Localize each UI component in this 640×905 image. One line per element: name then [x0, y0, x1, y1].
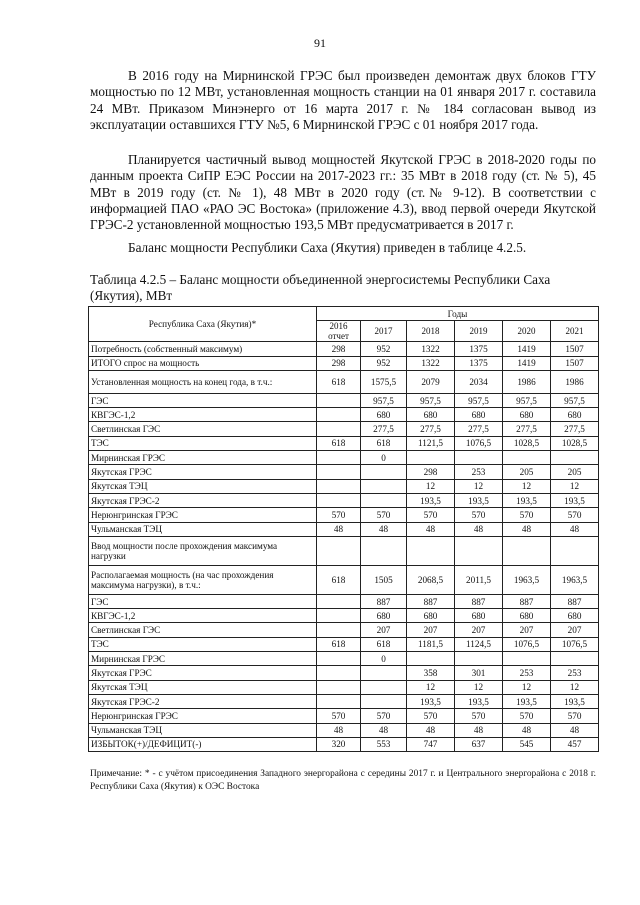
table-cell: 2034: [455, 370, 503, 393]
table-cell: 1375: [455, 356, 503, 370]
table-cell: [317, 652, 361, 666]
table-cell: 1028,5: [503, 436, 551, 450]
table-cell: 957,5: [503, 393, 551, 407]
table-cell: 12: [551, 479, 599, 493]
table-cell: 193,5: [407, 694, 455, 708]
table-cell: 298: [317, 342, 361, 356]
table-row: [89, 594, 599, 608]
row-label: Чульманская ТЭЦ: [89, 723, 317, 737]
table-cell: 277,5: [503, 422, 551, 436]
table-cell: 887: [455, 594, 503, 608]
table-cell: 747: [407, 737, 455, 751]
table-cell: 298: [317, 356, 361, 370]
table-cell: [407, 536, 455, 565]
year-column-header: 2016 отчет: [317, 321, 361, 342]
table-row: [89, 493, 599, 507]
table-cell: [317, 623, 361, 637]
table-cell: 1322: [407, 356, 455, 370]
table-cell: 48: [407, 723, 455, 737]
table-cell: 957,5: [455, 393, 503, 407]
table-cell: 207: [503, 623, 551, 637]
table-cell: 1076,5: [455, 436, 503, 450]
paragraph-3: Баланс мощности Республики Саха (Якутия) приведен в таблице 4.2.5.: [128, 240, 527, 255]
table-cell: 952: [361, 342, 407, 356]
table-row: [89, 680, 599, 694]
table-cell: 12: [407, 680, 455, 694]
row-label: КВГЭС-1,2: [89, 609, 317, 623]
table-cell: 12: [407, 479, 455, 493]
table-row: [89, 737, 599, 751]
table-row: [89, 408, 599, 422]
row-label: ГЭС: [89, 393, 317, 407]
table-cell: 193,5: [503, 493, 551, 507]
table-cell: 457: [551, 737, 599, 751]
table-cell: [503, 536, 551, 565]
row-label: Светлинская ГЭС: [89, 422, 317, 436]
table-row: [89, 393, 599, 407]
table-cell: 570: [455, 709, 503, 723]
table-cell: 952: [361, 356, 407, 370]
table-cell: 205: [503, 465, 551, 479]
table-cell: 298: [407, 465, 455, 479]
table-cell: [317, 680, 361, 694]
table-cell: 48: [361, 723, 407, 737]
year-column-header: 2019: [455, 321, 503, 342]
table-cell: 1963,5: [551, 565, 599, 594]
table-cell: 680: [551, 609, 599, 623]
table-row: [89, 723, 599, 737]
table-cell: 207: [551, 623, 599, 637]
table-cell: 12: [455, 680, 503, 694]
year-column-header: 2021: [551, 321, 599, 342]
row-label: Якутская ГРЭС-2: [89, 694, 317, 708]
table-row: [89, 465, 599, 479]
table-cell: [361, 680, 407, 694]
table-cell: 1028,5: [551, 436, 599, 450]
table-cell: 680: [503, 408, 551, 422]
table-cell: 680: [503, 609, 551, 623]
table-cell: 358: [407, 666, 455, 680]
table-cell: 12: [551, 680, 599, 694]
table-cell: 1507: [551, 342, 599, 356]
table-cell: 570: [407, 709, 455, 723]
table-cell: [455, 451, 503, 465]
table-cell: 320: [317, 737, 361, 751]
table-cell: 570: [455, 508, 503, 522]
table-cell: 193,5: [455, 694, 503, 708]
table-cell: 680: [551, 408, 599, 422]
table-cell: [317, 408, 361, 422]
table-cell: 570: [503, 508, 551, 522]
table-row: [89, 609, 599, 623]
table-cell: 277,5: [455, 422, 503, 436]
table-cell: [361, 493, 407, 507]
table-cell: 1375: [455, 342, 503, 356]
row-label: Нерюнгринская ГРЭС: [89, 709, 317, 723]
table-cell: 1505: [361, 565, 407, 594]
table-cell: 957,5: [361, 393, 407, 407]
table-cell: 253: [455, 465, 503, 479]
table-cell: [551, 652, 599, 666]
table-row: [89, 356, 599, 370]
row-label: Располагаемая мощность (на час прохождения максимума нагрузки), в т.ч.:: [89, 565, 317, 594]
table-cell: 618: [317, 565, 361, 594]
table-cell: 277,5: [551, 422, 599, 436]
table-cell: [407, 451, 455, 465]
table-row: [89, 522, 599, 536]
table-row: [89, 436, 599, 450]
table-cell: 207: [361, 623, 407, 637]
table-cell: 1181,5: [407, 637, 455, 651]
table-cell: 957,5: [407, 393, 455, 407]
year-column-header: 2017: [361, 321, 407, 342]
table-cell: 12: [455, 479, 503, 493]
table-cell: 193,5: [551, 493, 599, 507]
table-cell: [361, 536, 407, 565]
table-cell: 618: [361, 436, 407, 450]
balance-table: [88, 306, 599, 752]
table-row: [89, 709, 599, 723]
table-row: [89, 508, 599, 522]
year-column-header: 2020: [503, 321, 551, 342]
table-cell: [455, 652, 503, 666]
row-label: ГЭС: [89, 594, 317, 608]
table-cell: 193,5: [407, 493, 455, 507]
table-row: [89, 694, 599, 708]
row-label: Якутская ГРЭС-2: [89, 493, 317, 507]
table-cell: 618: [317, 436, 361, 450]
row-label: Якутская ТЭЦ: [89, 479, 317, 493]
years-header: Годы: [317, 307, 599, 321]
table-cell: [317, 479, 361, 493]
table-cell: [503, 652, 551, 666]
table-cell: 1986: [503, 370, 551, 393]
table-cell: 1076,5: [503, 637, 551, 651]
table-row: [89, 536, 599, 565]
table-cell: 277,5: [407, 422, 455, 436]
table-cell: [317, 493, 361, 507]
table-cell: 12: [503, 479, 551, 493]
table-row: [89, 479, 599, 493]
table-cell: [317, 465, 361, 479]
paragraph-1: В 2016 году на Мирнинской ГРЭС был произведен демонтаж двух блоков ГТУ мощностью по 12 МВт, установленная мощность станции на 01 января 2017 г. составила 24 МВт. Приказом Минэнерго от 16 марта 2017 г. № 184 согласован вывод из эксплуатации оставшихся ГТУ №5, 6 Мирнинской ГРЭС с 01 ноября 2017 года.: [90, 68, 596, 132]
row-label: Установленная мощность на конец года, в т.ч.:: [89, 370, 317, 393]
table-row: [89, 652, 599, 666]
table-cell: 2079: [407, 370, 455, 393]
table-cell: 193,5: [455, 493, 503, 507]
page-number: 91: [314, 36, 326, 50]
table-cell: 48: [407, 522, 455, 536]
table-cell: 48: [455, 723, 503, 737]
table-cell: 545: [503, 737, 551, 751]
row-label: Якутская ГРЭС: [89, 465, 317, 479]
table-cell: [317, 393, 361, 407]
table-cell: 680: [455, 609, 503, 623]
table-cell: 2068,5: [407, 565, 455, 594]
table-cell: [317, 609, 361, 623]
row-label: Якутская ТЭЦ: [89, 680, 317, 694]
row-label: Потребность (собственный максимум): [89, 342, 317, 356]
table-cell: 680: [407, 408, 455, 422]
table-cell: 1076,5: [551, 637, 599, 651]
table-cell: 1124,5: [455, 637, 503, 651]
table-cell: 570: [407, 508, 455, 522]
row-label: Мирнинская ГРЭС: [89, 652, 317, 666]
table-cell: 553: [361, 737, 407, 751]
row-label: ИТОГО спрос на мощность: [89, 356, 317, 370]
table-cell: [455, 536, 503, 565]
table-note: Примечание: * - с учётом присоединения Западного энергорайона с середины 2017 г. и Центрального энергорайона с 2018 г. Республики Саха (Якутия) к ОЭС Востока: [90, 769, 596, 792]
table-cell: [361, 666, 407, 680]
table-cell: [361, 694, 407, 708]
table-cell: 48: [551, 522, 599, 536]
table-cell: 618: [317, 370, 361, 393]
table-cell: 207: [407, 623, 455, 637]
table-cell: 1963,5: [503, 565, 551, 594]
table-cell: 277,5: [361, 422, 407, 436]
table-cell: [317, 451, 361, 465]
table-cell: 0: [361, 451, 407, 465]
row-label: Якутская ГРЭС: [89, 666, 317, 680]
table-cell: [551, 451, 599, 465]
table-cell: 618: [361, 637, 407, 651]
table-cell: 2011,5: [455, 565, 503, 594]
table-cell: 1575,5: [361, 370, 407, 393]
table-cell: 0: [361, 652, 407, 666]
table-cell: 301: [455, 666, 503, 680]
row-label: КВГЭС-1,2: [89, 408, 317, 422]
table-cell: 570: [317, 508, 361, 522]
table-cell: 1419: [503, 342, 551, 356]
table-cell: 1507: [551, 356, 599, 370]
table-row: [89, 451, 599, 465]
table-cell: [317, 536, 361, 565]
table-row: [89, 342, 599, 356]
table-cell: 1322: [407, 342, 455, 356]
table-cell: 680: [407, 609, 455, 623]
table-cell: 48: [503, 522, 551, 536]
table-cell: 48: [503, 723, 551, 737]
table-cell: 637: [455, 737, 503, 751]
year-column-header: 2018: [407, 321, 455, 342]
row-label: Мирнинская ГРЭС: [89, 451, 317, 465]
table-cell: [317, 666, 361, 680]
table-cell: 48: [455, 522, 503, 536]
table-cell: 1419: [503, 356, 551, 370]
row-label: Светлинская ГЭС: [89, 623, 317, 637]
table-cell: 12: [503, 680, 551, 694]
table-caption: Таблица 4.2.5 – Баланс мощности объединенной энергосистемы Республики Саха (Якутия), МВт: [90, 272, 551, 303]
table-row: [89, 370, 599, 393]
row-label: ТЭС: [89, 436, 317, 450]
table-cell: 1986: [551, 370, 599, 393]
table-cell: 193,5: [503, 694, 551, 708]
row-header: Республика Саха (Якутия)*: [89, 307, 317, 342]
table-cell: 253: [503, 666, 551, 680]
table-cell: [317, 694, 361, 708]
table-cell: 48: [361, 522, 407, 536]
paragraph-2: Планируется частичный вывод мощностей Якутской ГРЭС в 2018-2020 годы по данным проекта СиПР ЕЭС России на 2017-2023 гг.: 35 МВт в 2018 году (ст. № 5), 45 МВт в 2019 году (ст. № 1), 48 МВт в 2020 году (ст.№ 9-12). В соответствии с информацией ПАО «РАО ЭС Востока» (приложение 4.3), ввод первой очереди Якутской ГРЭС-2 установленной мощностью 193,5 МВт предусматривается в 2017 г.: [90, 152, 596, 233]
table-cell: 957,5: [551, 393, 599, 407]
table-cell: 1121,5: [407, 436, 455, 450]
table-cell: 680: [361, 408, 407, 422]
table-row: [89, 637, 599, 651]
table-cell: 887: [407, 594, 455, 608]
table-cell: [407, 652, 455, 666]
table-cell: 887: [551, 594, 599, 608]
row-label: Ввод мощности после прохождения максимума нагрузки: [89, 536, 317, 565]
row-label: Чульманская ТЭЦ: [89, 522, 317, 536]
table-cell: 570: [503, 709, 551, 723]
table-cell: 193,5: [551, 694, 599, 708]
table-cell: 570: [551, 709, 599, 723]
table-cell: 253: [551, 666, 599, 680]
table-cell: [551, 536, 599, 565]
table-row: [89, 666, 599, 680]
table-cell: 680: [361, 609, 407, 623]
table-cell: 570: [317, 709, 361, 723]
table-cell: 887: [503, 594, 551, 608]
table-cell: [361, 479, 407, 493]
table-cell: 570: [551, 508, 599, 522]
table-cell: 570: [361, 508, 407, 522]
table-row: [89, 623, 599, 637]
table-cell: 205: [551, 465, 599, 479]
table-cell: 680: [455, 408, 503, 422]
table-cell: 570: [361, 709, 407, 723]
table-cell: 48: [551, 723, 599, 737]
table-cell: [361, 465, 407, 479]
table-cell: 207: [455, 623, 503, 637]
table-cell: 887: [361, 594, 407, 608]
table-row: [89, 565, 599, 594]
table-row: [89, 422, 599, 436]
table-cell: 48: [317, 522, 361, 536]
table-cell: [503, 451, 551, 465]
row-label: ТЭС: [89, 637, 317, 651]
table-cell: [317, 594, 361, 608]
table-cell: 618: [317, 637, 361, 651]
table-cell: 48: [317, 723, 361, 737]
row-label: Нерюнгринская ГРЭС: [89, 508, 317, 522]
table-cell: [317, 422, 361, 436]
row-label: ИЗБЫТОК(+)/ДЕФИЦИТ(-): [89, 737, 317, 751]
